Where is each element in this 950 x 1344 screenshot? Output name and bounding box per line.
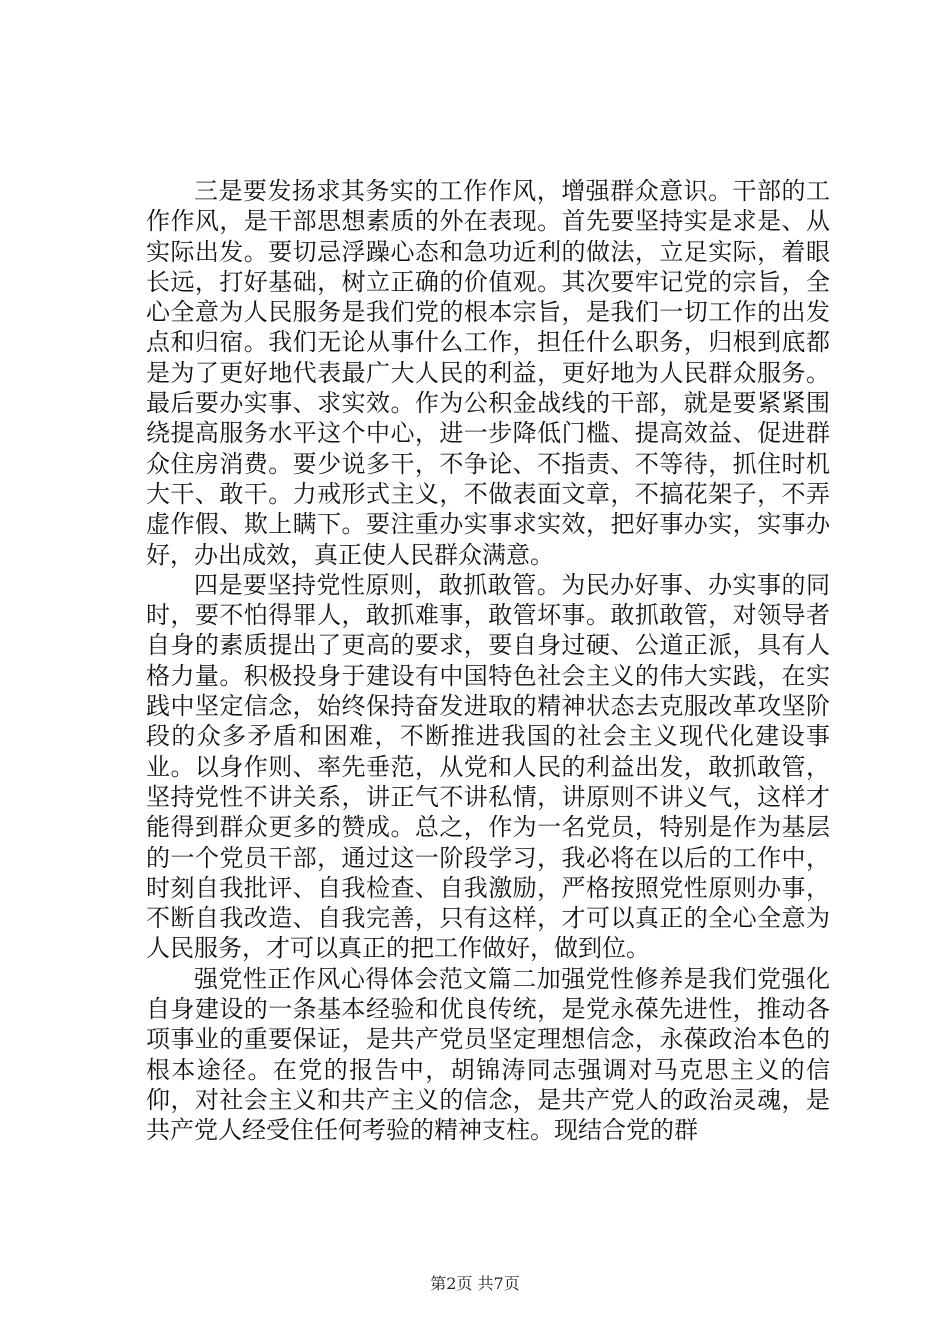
page-footer: 第2页 共7页	[430, 1274, 520, 1293]
paragraph: 四是要坚持党性原则，敢抓敢管。为民办好事、办实事的同时，要不怕得罪人，敢抓难事，敢管坏事。敢抓敢管，对领导者自身的素质提出了更高的要求，要自身过硬、公道正派，具有人格力量。积极投身于建设有中国特色社会主义的伟大实践，在实践中坚定信念，始终保持奋发进取的精神状态去克服改革攻坚阶段的众多矛盾和困难，不断推进我国的社会主义现代化建设事业。以身作则、率先垂范，从党和人民的利益出发，敢抓敢管，坚持党性不讲关系，讲正气不讲私情，讲原则不讲义气，这样才能得到群众更多的赞成。总之，作为一名党员，特别是作为基层的一个党员干部，通过这一阶段学习，我必将在以后的工作中，时刻自我批评、自我检查、自我激励，严格按照党性原则办事，不断自我改造、自我完善，只有这样，才可以真正的全心全意为人民服务，才可以真正的把工作做好，做到位。	[146, 570, 830, 963]
document-body	[146, 176, 830, 1146]
paragraph: 三是要发扬求其务实的工作作风，增强群众意识。干部的工作作风，是干部思想素质的外在表现。首先要坚持实是求是、从实际出发。要切忌浮躁心态和急功近利的做法，立足实际，着眼长远，打好基础，树立正确的价值观。其次要牢记党的宗旨，全心全意为人民服务是我们党的根本宗旨，是我们一切工作的出发点和归宿。我们无论从事什么工作，担任什么职务，归根到底都是为了更好地代表最广大人民的利益，更好地为人民群众服务。最后要办实事、求实效。作为公积金战线的干部，就是要紧紧围绕提高服务水平这个中心，进一步降低门槛、提高效益、促进群众住房消费。要少说多干，不争论、不指责、不等待，抓住时机大干、敢干。力戒形式主义，不做表面文章，不搞花架子，不弄虚作假、欺上瞒下。要注重办实事求实效，把好事办实，实事办好，办出成效，真正使人民群众满意。	[146, 177, 830, 569]
paragraph: 强党性正作风心得体会范文篇二加强党性修养是我们党强化自身建设的一条基本经验和优良传统，是党永葆先进性，推动各项事业的重要保证，是共产党员坚定理想信念，永葆政治本色的根本途径。在党的报告中，胡锦涛同志强调对马克思主义的信仰，对社会主义和共产主义的信念，是共产党人的政治灵魂，是共产党人经受住任何考验的精神支柱。现结合党的群	[146, 964, 830, 1145]
